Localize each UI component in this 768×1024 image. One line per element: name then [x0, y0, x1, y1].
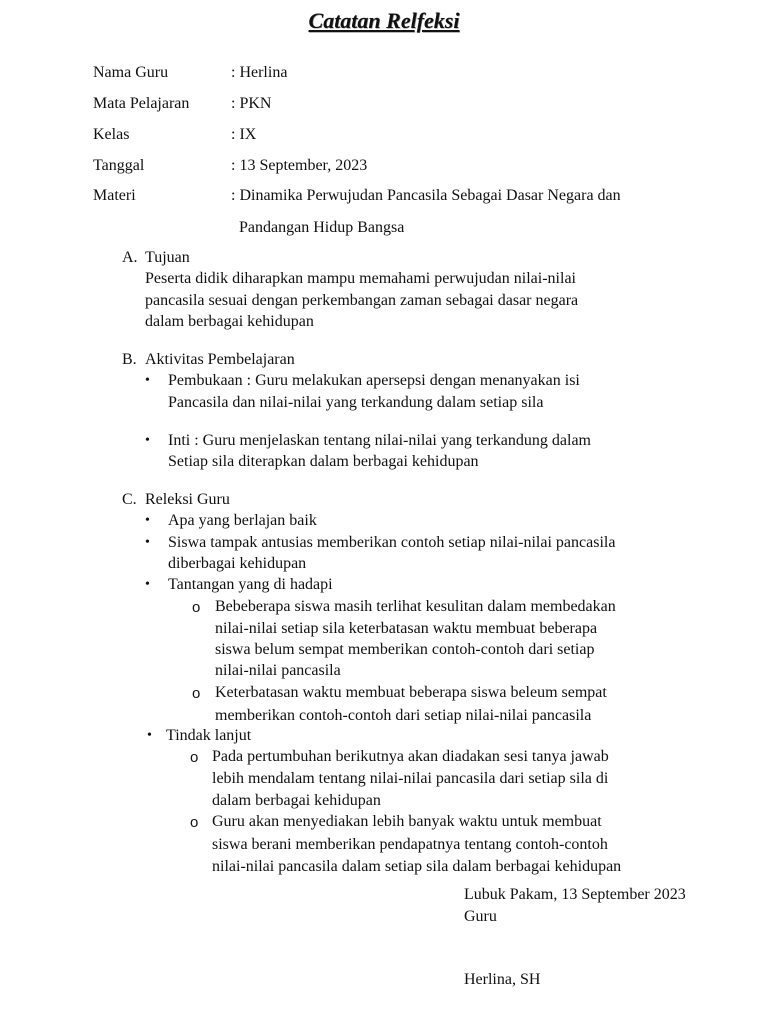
nama-guru-value: : Herlina — [231, 64, 288, 81]
circle-bullet-icon: o — [192, 599, 201, 616]
challenge-line: nilai-nilai setiap sila keterbatasan waktu membuat beberapa — [215, 620, 598, 637]
signature-name: Herlina, SH — [464, 971, 541, 988]
section-c-marker: C. — [122, 491, 137, 508]
circle-bullet-icon: o — [190, 814, 199, 831]
followup-line: Pada pertumbuhan berikutnya akan diadakan sesi tanya jawab — [212, 748, 609, 765]
bullet-icon: • — [147, 728, 152, 743]
challenge-line: nilai-nilai pancasila — [215, 662, 341, 679]
section-a-line: Peserta didik diharapkan mampu memahami perwujudan nilai-nilai — [145, 270, 576, 287]
bullet-icon: • — [145, 535, 150, 550]
followup-line: nilai-nilai pancasila dalam setiap sila dalam berbagai kehidupan — [212, 858, 622, 875]
section-c-heading: Releksi Guru — [145, 491, 230, 508]
mata-pelajaran-label: Mata Pelajaran — [93, 95, 190, 112]
section-b-heading: Aktivitas Pembelajaran — [145, 351, 295, 368]
kelas-value: : IX — [231, 126, 257, 143]
reflection-item: Apa yang berlajan baik — [168, 512, 317, 529]
challenge-line: Keterbatasan waktu membuat beberapa siswa beleum sempat — [215, 684, 607, 701]
signature-place-date: Lubuk Pakam, 13 September 2023 — [464, 886, 686, 903]
reflection-item: Siswa tampak antusias memberikan contoh setiap nilai-nilai pancasila — [168, 534, 616, 551]
section-a-line: pancasila sesuai dengan perkembangan zaman sebagai dasar negara — [145, 292, 579, 309]
reflection-item: Tantangan yang di hadapi — [168, 576, 333, 593]
section-a-heading: Tujuan — [145, 249, 190, 266]
section-a-marker: A. — [122, 249, 138, 266]
inti-line: Setiap sila diterapkan dalam berbagai kehidupan — [168, 453, 479, 470]
challenge-line: Bebeberapa siswa masih terlihat kesulitan dalam membedakan — [215, 598, 616, 615]
bullet-icon: • — [145, 373, 150, 388]
section-a-line: dalam berbagai kehidupan — [145, 313, 314, 330]
inti-line: Inti : Guru menjelaskan tentang nilai-nilai yang terkandung dalam — [168, 432, 591, 449]
reflection-item: Tindak lanjut — [166, 727, 252, 744]
bullet-icon: • — [145, 577, 150, 592]
section-b-marker: B. — [122, 351, 137, 368]
circle-bullet-icon: o — [190, 749, 199, 766]
materi-value-line-1: : Dinamika Perwujudan Pancasila Sebagai Dasar Negara dan — [231, 187, 621, 204]
challenge-line: siswa belum sempat memberikan contoh-contoh dari setiap — [215, 641, 595, 658]
materi-label: Materi — [93, 187, 136, 204]
followup-line: siswa berani memberikan pendapatnya tentang contoh-contoh — [212, 836, 608, 853]
circle-bullet-icon: o — [192, 685, 201, 702]
bullet-icon: • — [145, 513, 150, 528]
followup-line: dalam berbagai kehidupan — [212, 792, 381, 809]
nama-guru-label: Nama Guru — [93, 64, 169, 81]
document-title: Catatan Relfeksi — [308, 8, 460, 33]
mata-pelajaran-value: : PKN — [231, 95, 272, 112]
followup-line: Guru akan menyediakan lebih banyak waktu untuk membuat — [212, 813, 602, 830]
kelas-label: Kelas — [93, 126, 130, 143]
challenge-line: memberikan contoh-contoh dari setiap nilai-nilai pancasila — [215, 707, 592, 724]
reflection-item: diberbagai kehidupan — [168, 555, 307, 572]
pembukaan-line: Pembukaan : Guru melakukan apersepsi dengan menanyakan isi — [168, 372, 580, 389]
tanggal-value: : 13 September, 2023 — [231, 157, 368, 174]
bullet-icon: • — [145, 433, 150, 448]
tanggal-label: Tanggal — [93, 157, 145, 174]
materi-value-line-2: Pandangan Hidup Bangsa — [239, 219, 405, 236]
pembukaan-line: Pancasila dan nilai-nilai yang terkandung dalam setiap sila — [168, 394, 544, 411]
followup-line: lebih mendalam tentang nilai-nilai pancasila dari setiap sila di — [212, 770, 609, 787]
signature-role: Guru — [464, 908, 497, 925]
